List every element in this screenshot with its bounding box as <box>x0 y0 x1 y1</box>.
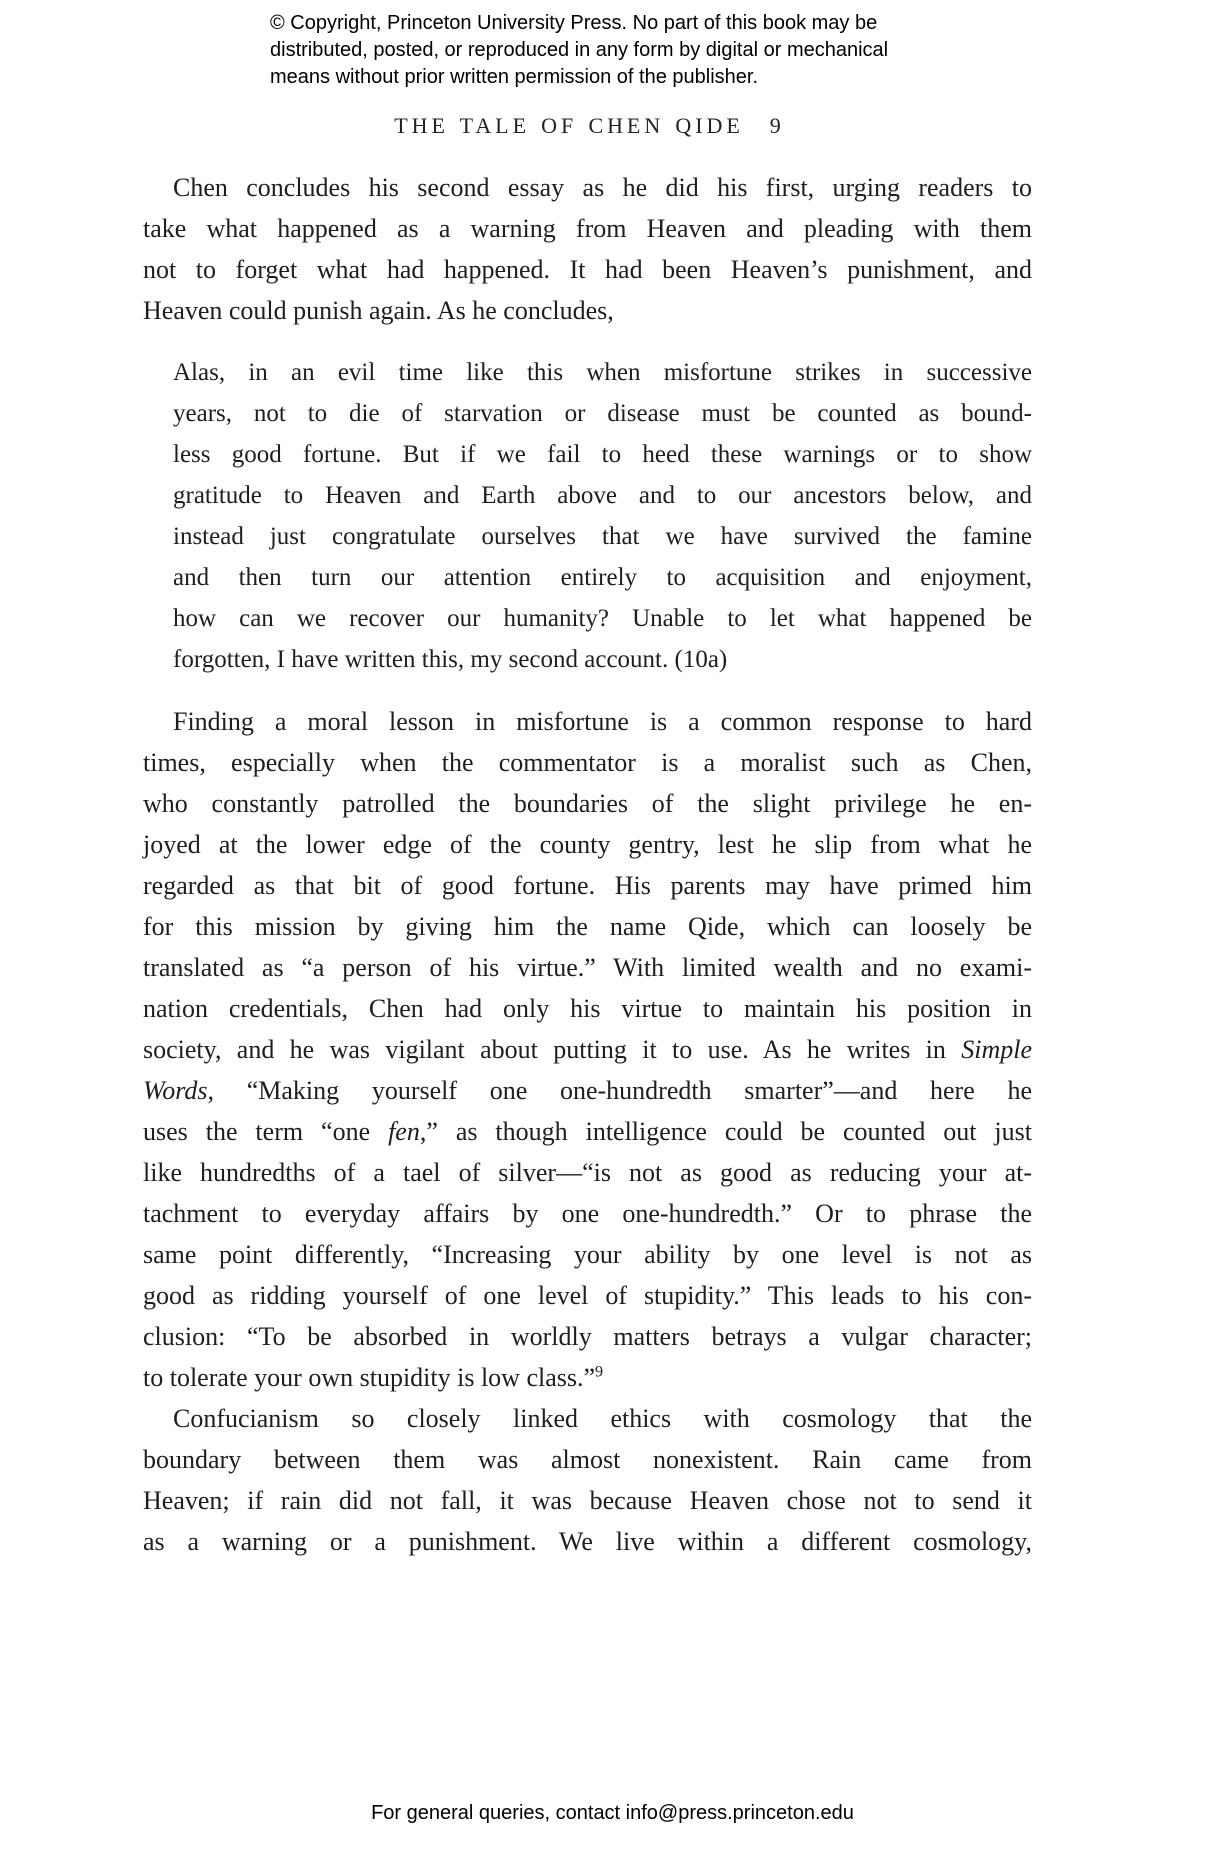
text-line <box>143 1193 1032 1234</box>
text-line <box>143 742 1032 783</box>
text-segment: who constantly patrolled the boundaries of the slight privilege he en- <box>143 789 1032 818</box>
text-segment: fen <box>388 1117 420 1146</box>
text-line <box>143 1316 1032 1357</box>
text-line <box>143 947 1032 988</box>
text-line <box>143 1480 1032 1521</box>
text-line <box>143 906 1032 947</box>
footer-query-note: For general queries, contact info@press.princeton.edu <box>371 1802 854 1824</box>
text-segment: times, especially when the commentator is a moralist such as Chen, <box>143 748 1032 777</box>
text-line <box>143 1439 1032 1480</box>
text-segment: Finding a moral lesson in misfortune is a common response to hard <box>173 707 1032 736</box>
text-segment: Heaven; if rain did not fall, it was because Heaven chose not to send it <box>143 1486 1032 1515</box>
text-segment: Heaven could punish again. As he concludes, <box>143 296 614 325</box>
copyright-line: © Copyright, Princeton University Press. No part of this book may be <box>270 12 878 34</box>
text-line <box>143 167 1032 208</box>
text-segment: , “Making yourself one one-hundredth smarter”—and here he <box>207 1076 1032 1105</box>
text-line <box>143 1152 1032 1193</box>
text-segment: for this mission by giving him the name Qide, which can loosely be <box>143 912 1032 941</box>
text-line <box>143 290 1032 331</box>
text-segment: like hundredths of a tael of silver—“is not as good as reducing your at- <box>143 1158 1032 1187</box>
text-segment: ,” as though intelligence could be counted out just <box>419 1117 1032 1146</box>
text-line <box>173 434 1032 475</box>
block-quote <box>173 352 1032 680</box>
text-line <box>143 824 1032 865</box>
text-line <box>143 701 1032 742</box>
text-segment: take what happened as a warning from Heaven and pleading with them <box>143 214 1032 243</box>
text-segment: same point differently, “Increasing your ability by one level is not as <box>143 1240 1032 1269</box>
text-line <box>143 1357 1032 1398</box>
text-segment: clusion: “To be absorbed in worldly matters betrays a vulgar character; <box>143 1322 1032 1351</box>
text-line <box>143 1398 1032 1439</box>
text-segment: how can we recover our humanity? Unable to let what happened be <box>173 605 1032 632</box>
running-head <box>143 112 1032 140</box>
text-line <box>143 1111 1032 1152</box>
running-head-title: THE TALE OF CHEN QIDE <box>394 113 744 138</box>
text-segment: joyed at the lower edge of the county gentry, lest he slip from what he <box>143 830 1032 859</box>
text-line <box>143 208 1032 249</box>
text-segment: instead just congratulate ourselves that we have survived the famine <box>173 523 1032 550</box>
text-segment: Simple <box>961 1035 1032 1064</box>
paragraph <box>143 701 1032 1398</box>
text-line <box>143 1234 1032 1275</box>
text-line <box>173 639 1032 680</box>
paragraph <box>143 167 1032 331</box>
text-line <box>173 475 1032 516</box>
text-line <box>173 598 1032 639</box>
paragraph <box>143 1398 1032 1562</box>
text-segment: and then turn our attention entirely to acquisition and enjoyment, <box>173 564 1032 591</box>
footnote-marker: 9 <box>595 1363 604 1381</box>
text-line <box>143 1521 1032 1562</box>
text-segment: Alas, in an evil time like this when misfortune strikes in successive <box>173 359 1032 386</box>
text-segment: not to forget what had happened. It had been Heaven’s punishment, and <box>143 255 1032 284</box>
copyright-notice <box>270 10 888 91</box>
copyright-line: means without prior written permission of the publisher. <box>270 66 759 88</box>
text-line <box>173 352 1032 393</box>
text-line <box>143 1029 1032 1070</box>
text-block <box>143 167 1032 1562</box>
text-segment: uses the term “one <box>143 1117 389 1146</box>
text-segment: boundary between them was almost nonexistent. Rain came from <box>143 1445 1032 1474</box>
text-line <box>173 557 1032 598</box>
text-line <box>143 1275 1032 1316</box>
text-segment: Words <box>143 1076 208 1105</box>
copyright-line: distributed, posted, or reproduced in any form by digital or mechanical <box>270 39 889 61</box>
text-line <box>143 988 1032 1029</box>
text-segment: society, and he was vigilant about putting it to use. As he writes in <box>143 1035 962 1064</box>
text-segment: tachment to everyday affairs by one one-hundredth.” Or to phrase the <box>143 1199 1032 1228</box>
text-segment: Confucianism so closely linked ethics with cosmology that the <box>173 1404 1032 1433</box>
text-line <box>143 783 1032 824</box>
text-line <box>173 516 1032 557</box>
text-segment: gratitude to Heaven and Earth above and to our ancestors below, and <box>173 482 1032 509</box>
text-segment: to tolerate your own stupidity is low class.” <box>143 1363 596 1392</box>
text-segment: nation credentials, Chen had only his virtue to maintain his position in <box>143 994 1032 1023</box>
text-line <box>173 393 1032 434</box>
text-segment: good as ridding yourself of one level of stupidity.” This leads to his con- <box>143 1281 1032 1310</box>
page-number: 9 <box>769 113 781 138</box>
text-segment: less good fortune. But if we fail to heed these warnings or to show <box>173 441 1032 468</box>
text-segment: years, not to die of starvation or disease must be counted as bound- <box>173 400 1032 427</box>
text-segment: forgotten, I have written this, my second account. (10a) <box>173 646 728 673</box>
text-segment: as a warning or a punishment. We live within a different cosmology, <box>143 1527 1032 1556</box>
text-line <box>143 249 1032 290</box>
text-segment: Chen concludes his second essay as he did his first, urging readers to <box>173 173 1032 202</box>
text-segment: regarded as that bit of good fortune. His parents may have primed him <box>143 871 1032 900</box>
text-segment: translated as “a person of his virtue.” With limited wealth and no exami- <box>143 953 1032 982</box>
text-line <box>143 865 1032 906</box>
text-line <box>143 1070 1032 1111</box>
